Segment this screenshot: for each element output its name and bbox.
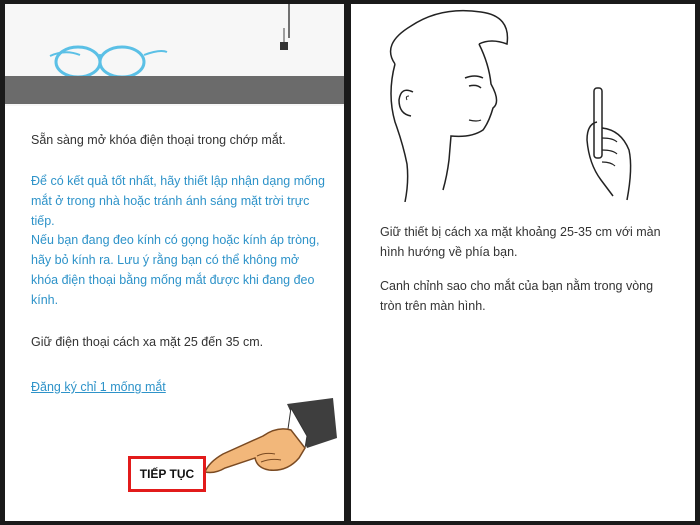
header-bar bbox=[5, 76, 344, 104]
continue-button[interactable]: TIẾP TỤC bbox=[128, 456, 206, 492]
pointing-hand-icon bbox=[195, 396, 344, 476]
left-phone-screen bbox=[5, 4, 344, 521]
glasses-illustration bbox=[5, 4, 344, 106]
face-phone-illustration bbox=[351, 4, 695, 202]
glasses-tip: Nếu bạn đang đeo kính có gọng hoặc kính áp tròng, hãy bỏ kính ra. Lưu ý rằng bạn có thể không mở khóa điện thoại bằng mống mắt được khi đang đeo kính. bbox=[31, 233, 320, 307]
link-row bbox=[31, 377, 328, 397]
right-phone-screen bbox=[351, 4, 695, 521]
register-single-iris-link[interactable]: Đăng ký chỉ 1 mống mắt bbox=[31, 380, 166, 394]
lighting-tip: Để có kết quả tốt nhất, hãy thiết lập nhận dạng mống mắt ở trong nhà hoặc tránh ánh sáng mặt trời trực tiếp. bbox=[31, 174, 325, 228]
setup-title: Sẵn sàng mở khóa điện thoại trong chớp mắt. bbox=[31, 133, 286, 147]
alignment-instruction: Canh chỉnh sao cho mắt của bạn nằm trong vòng tròn trên màn hình. bbox=[380, 279, 654, 313]
person-holding-phone-icon bbox=[351, 4, 695, 202]
distance-instruction: Giữ thiết bị cách xa mặt khoảng 25-35 cm với màn hình hướng về phía bạn. bbox=[380, 225, 661, 259]
distance-instruction: Giữ điện thoại cách xa mặt 25 đến 35 cm. bbox=[31, 335, 264, 349]
